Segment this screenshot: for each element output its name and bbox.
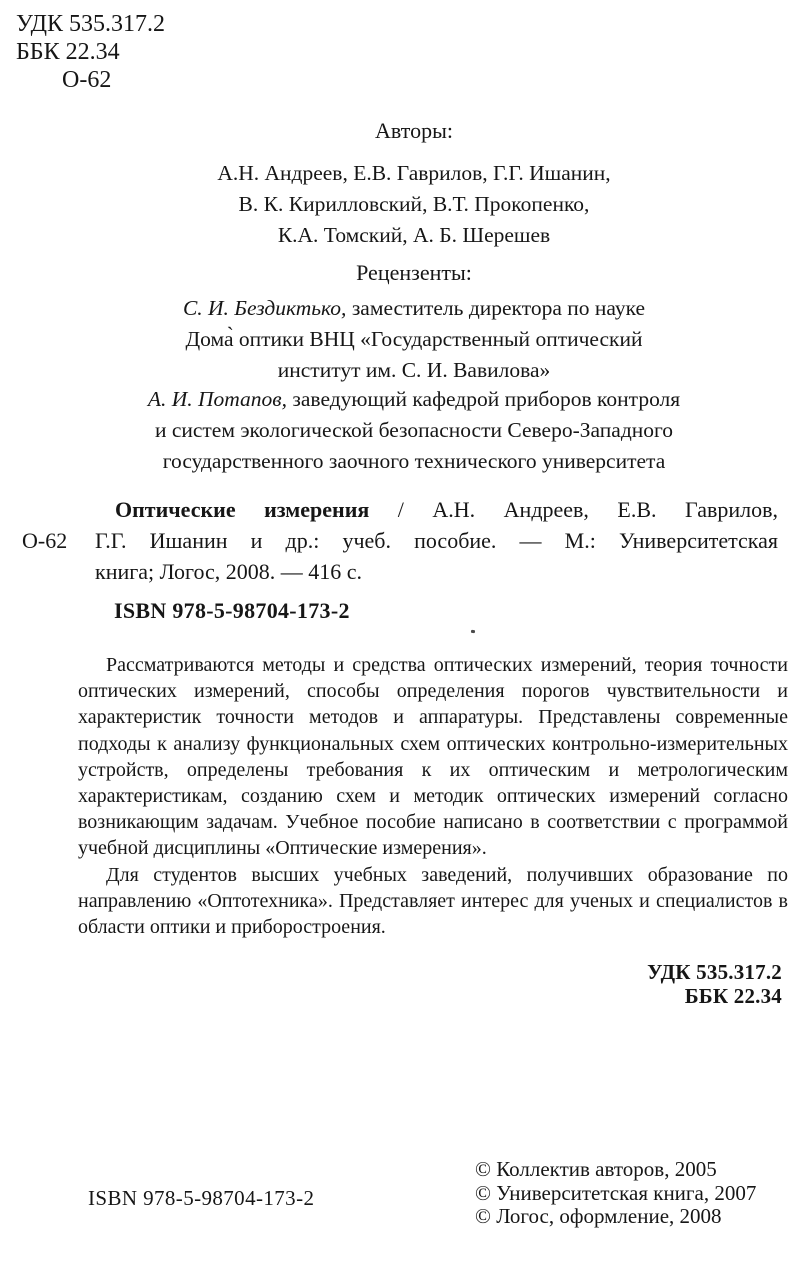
annotation-paragraph: Рассматриваются методы и средства оптических измерений, теория точности оптических измерений, способы определения порогов чувствительности и характеристик точности методов и аппаратуры. Представлены современные подходы к анализу функциональных схем оптических контрольно-измерительных устройств, определены требования к их оптическим и метрологическим характеристикам, созданию схем и методик оптических измерений согласно возникающим задачам. Учебное пособие написано в соответствии с программой учебной дисциплины «Оптические измерения».: [78, 654, 788, 860]
bbk-code: ББК 22.34: [16, 39, 120, 65]
reviewer-line: институт им. С. И. Вавилова»: [277, 358, 551, 382]
reviewer-line: и систем экологической безопасности Северо-Западного: [154, 418, 674, 442]
catalog-line: [95, 494, 778, 525]
reviewer-line: Дома̀ оптики ВНЦ «Государственный оптический: [185, 327, 643, 351]
authors-line: К.А. Томский, А. Б. Шерешев: [277, 223, 551, 247]
catalog-line-rest: / А.Н. Андреев, Е.В. Гаврилов,: [369, 497, 778, 522]
reviewers-heading: Рецензенты:: [356, 260, 472, 285]
catalog-margin-code: О-62: [22, 528, 68, 553]
authors-heading: Авторы:: [375, 118, 453, 143]
scan-speck: [471, 630, 475, 634]
annotation-paragraph: Для студентов высших учебных заведений, получивших образование по направлению «Оптотехника». Представляет интерес для ученых и специалистов в области оптики и приборостроения.: [78, 863, 788, 939]
reviewer-entry-1: [0, 293, 794, 386]
copyright-line: © Логос, оформление, 2008: [475, 1204, 722, 1228]
reviewer-role: заместитель директора по науке: [346, 296, 646, 320]
catalog-entry: [22, 494, 778, 587]
authors-line: А.Н. Андреев, Е.В. Гаврилов, Г.Г. Ишанин,: [217, 161, 611, 185]
author-sign-code: О-62: [62, 67, 112, 93]
copyright-line: © Коллектив авторов, 2005: [475, 1157, 717, 1181]
footer-isbn: ISBN 978-5-98704-173-2: [88, 1186, 315, 1210]
authors-list: [0, 158, 794, 251]
catalog-line: книга; Логос, 2008. — 416 с.: [95, 559, 363, 584]
udk-code: УДК 535.317.2: [16, 11, 165, 37]
copyright-block: [475, 1158, 756, 1229]
top-codes-block: [16, 10, 165, 94]
reviewer-line: государственного заочного технического университета: [162, 449, 666, 473]
reviewer-line: [34, 384, 794, 415]
reviewer-entry-2: [0, 384, 794, 477]
reviewer-line: [34, 293, 794, 324]
annotation-block: [78, 652, 788, 940]
bottom-codes-block: [647, 960, 782, 1008]
catalog-line: Г.Г. Ишанин и др.: учеб. пособие. — М.: Университетская: [95, 528, 778, 553]
copyright-line: © Университетская книга, 2007: [475, 1180, 757, 1205]
book-title: Оптические измерения: [115, 497, 370, 522]
bottom-udk-code: УДК 535.317.2: [647, 960, 782, 984]
authors-line: В. К. Кирилловский, В.Т. Прокопенко,: [238, 192, 590, 216]
reviewer-role: заведующий кафедрой приборов контроля: [287, 387, 681, 411]
reviewer-name: А. И. Потапов,: [147, 387, 288, 411]
reviewer-name: С. И. Бездиктько,: [182, 296, 347, 320]
bottom-bbk-code: ББК 22.34: [684, 984, 782, 1008]
isbn-number: ISBN 978-5-98704-173-2: [114, 598, 350, 623]
